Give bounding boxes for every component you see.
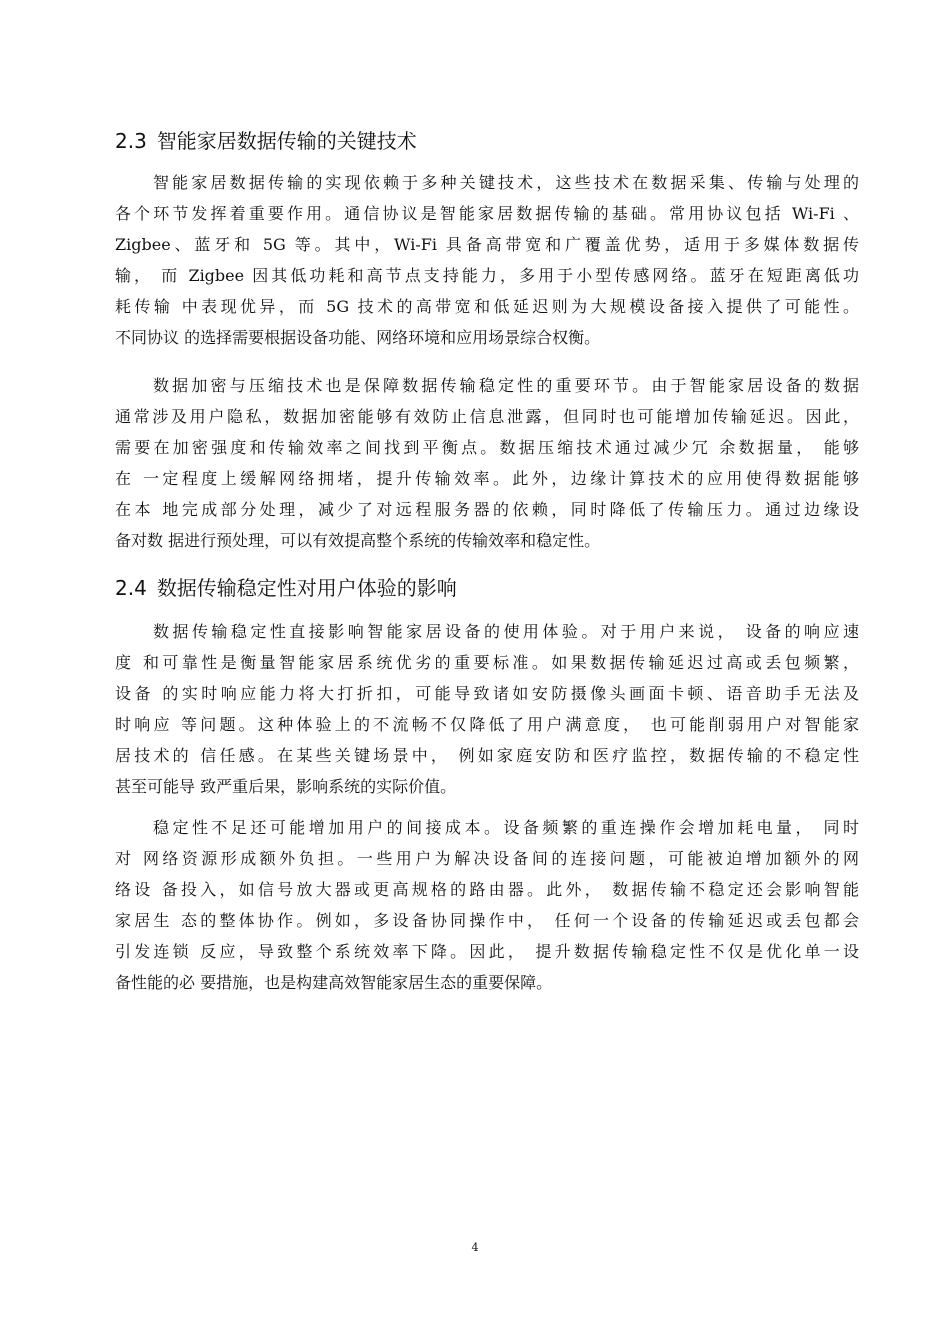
text-line: 引发连锁 反应，导致整个系统效率下降。因此， 提升数据传输稳定性不仅是优化单一设 — [115, 942, 859, 961]
text-line: 对 网络资源形成额外负担。一些用户为解决设备间的连接问题，可能被迫增加额外的网 — [115, 849, 859, 868]
text-line: 耗传输 中表现优异，而 5G 技术的高带宽和低延迟则为大规模设备接入提供了可能性。 — [115, 297, 859, 316]
section-title: 智能家居数据传输的关键技术 — [156, 129, 417, 153]
section-title: 数据传输稳定性对用户体验的影响 — [156, 576, 457, 600]
text-line: Zigbee、蓝牙和 5G 等。其中，Wi-Fi 具备高带宽和广覆盖优势，适用于多媒体数据传 — [115, 235, 859, 254]
text-line: 络设 备投入，如信号放大器或更高规格的路由器。此外， 数据传输不稳定还会影响智能 — [115, 880, 859, 899]
text-line: 甚至可能导 致严重后果，影响系统的实际价值。 — [115, 777, 457, 796]
text-line: 输， 而 Zigbee 因其低功耗和高节点支持能力，多用于小型传感网络。蓝牙在短距离低功 — [115, 266, 859, 285]
paragraph — [115, 812, 859, 998]
text-line: 在本 地完成部分处理，减少了对远程服务器的依赖，同时降低了传输压力。通过边缘设 — [115, 500, 859, 519]
section-number: 2.4 — [115, 576, 147, 600]
text-line: 时响应 等问题。这种体验上的不流畅不仅降低了用户满意度， 也可能削弱用户对智能家 — [115, 715, 859, 734]
text-line: 智能家居数据传输的实现依赖于多种关键技术，这些技术在数据采集、传输与处理的 — [153, 173, 859, 192]
text-line: 居技术的 信任感。在某些关键场景中， 例如家庭安防和医疗监控，数据传输的不稳定性 — [115, 746, 859, 765]
text-line: 各个环节发挥着重要作用。通信协议是智能家居数据传输的基础。常用协议包括 Wi-Fi 、 — [115, 204, 859, 223]
text-line: 不同协议 的选择需要根据设备功能、网络环境和应用场景综合权衡。 — [115, 328, 601, 347]
text-line: 通常涉及用户隐私，数据加密能够有效防止信息泄露，但同时也可能增加传输延迟。因此， — [115, 407, 859, 426]
paragraph — [115, 616, 859, 802]
text-line: 备对数 据进行预处理，可以有效提高整个系统的传输效率和稳定性。 — [115, 531, 601, 550]
text-line: 数据加密与压缩技术也是保障数据传输稳定性的重要环节。由于智能家居设备的数据 — [153, 376, 859, 395]
page-number: 4 — [471, 1241, 479, 1254]
text-line: 需要在加密强度和传输效率之间找到平衡点。数据压缩技术通过减少冗 余数据量， 能够 — [115, 438, 859, 457]
text-line: 设备 的实时响应能力将大打折扣，可能导致诸如安防摄像头画面卡顿、语音助手无法及 — [115, 684, 859, 703]
text-line: 稳定性不足还可能增加用户的间接成本。设备频繁的重连操作会增加耗电量， 同时 — [153, 818, 859, 837]
paragraph — [115, 167, 859, 353]
text-line: 数据传输稳定性直接影响智能家居设备的使用体验。对于用户来说， 设备的响应速 — [153, 622, 859, 641]
section-heading-2-3 — [115, 127, 417, 155]
text-line: 家居生 态的整体协作。例如，多设备协同操作中， 任何一个设备的传输延迟或丢包都会 — [115, 911, 859, 930]
text-line: 度 和可靠性是衡量智能家居系统优劣的重要标准。如果数据传输延迟过高或丢包频繁， — [115, 653, 859, 672]
text-line: 在 一定程度上缓解网络拥堵，提升传输效率。此外，边缘计算技术的应用使得数据能够 — [115, 469, 859, 488]
text-line: 备性能的必 要措施，也是构建高效智能家居生态的重要保障。 — [115, 973, 553, 992]
paragraph — [115, 370, 859, 556]
section-heading-2-4 — [115, 574, 457, 602]
section-number: 2.3 — [115, 129, 147, 153]
